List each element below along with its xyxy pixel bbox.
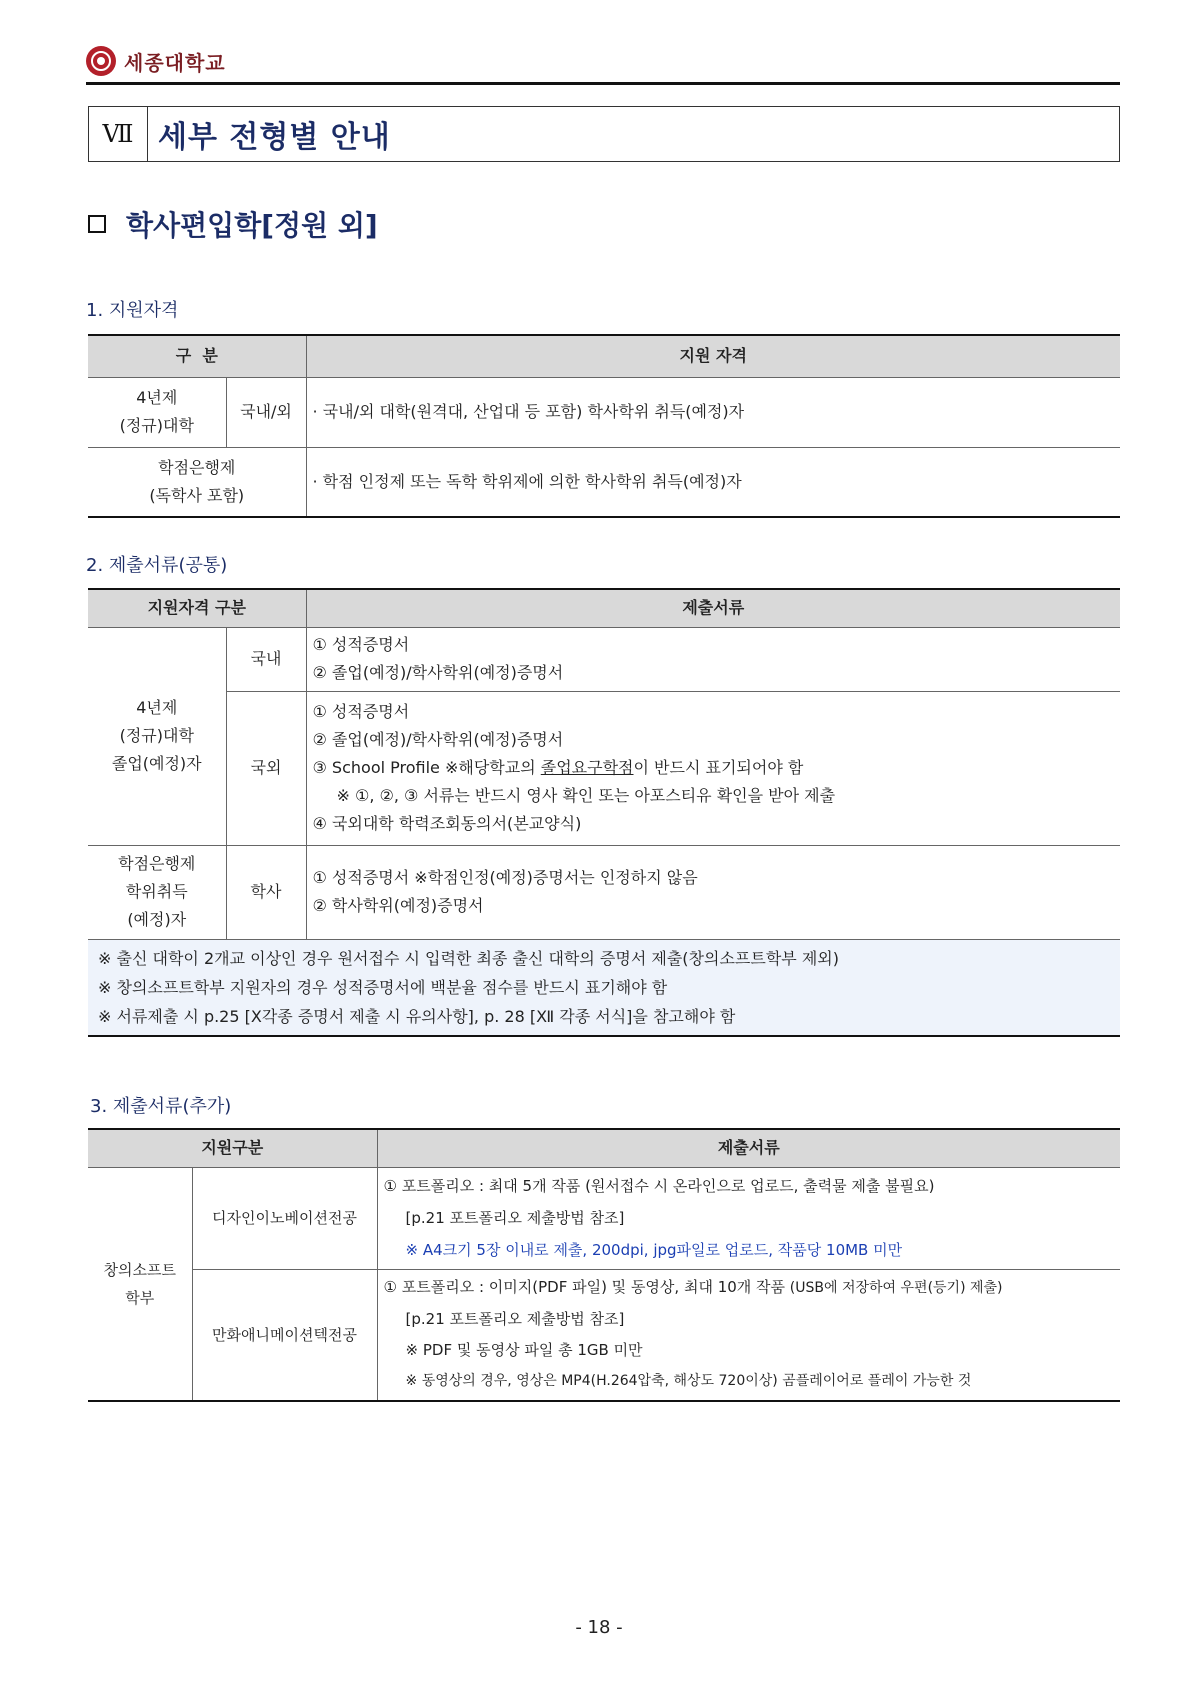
university-name: 세종대학교 xyxy=(124,50,226,75)
table-row xyxy=(88,627,1120,691)
header-category: 지원자격 구분 xyxy=(88,589,306,627)
dept-creative-software: 창의소프트 학부 xyxy=(88,1167,192,1401)
doc-underlined-text: 졸업요구학점 xyxy=(540,758,634,777)
table-row xyxy=(88,447,1120,517)
doc-line xyxy=(384,1272,1117,1304)
doc-text: 이 반드시 표기되어야 함 xyxy=(633,758,804,777)
doc-line: ② 졸업(예정)/학사학위(예정)증명서 xyxy=(312,663,564,682)
doc-line: [p.21 포트폴리오 제출방법 참조] xyxy=(405,1209,625,1227)
doc-line: ① 성적증명서 xyxy=(312,635,410,654)
major-cartoon-animation: 만화애니메이션텍전공 xyxy=(192,1269,377,1401)
group-4year: 4년제 (정규)대학 졸업(예정)자 xyxy=(88,627,226,845)
row-category: 학점은행제 (독학사 포함) xyxy=(88,447,306,517)
label-bachelor: 학사 xyxy=(226,845,306,939)
doc-line: [p.21 포트폴리오 제출방법 참조] xyxy=(405,1310,625,1329)
note-line: ※ 출신 대학이 2개교 이상인 경우 원서접수 시 입력한 최종 출신 대학의 증명서 제출(창의소프트학부 제외) xyxy=(98,948,839,968)
header-category: 지원구분 xyxy=(88,1129,377,1167)
table-header-row xyxy=(88,1129,1120,1167)
table-row xyxy=(88,1269,1120,1401)
doc-line: ④ 국외대학 학력조회동의서(본교양식) xyxy=(312,814,582,833)
doc-note: ※ 동영상의 경우, 영상은 MP4(H.264압축, 해상도 720이상) 곰플레이어로 플레이 가능한 것 xyxy=(405,1373,972,1390)
subsection-title-1: 1. 지원자격 xyxy=(86,300,179,321)
doc-line: ① 성적증명서 ※학점인정(예정)증명서는 인정하지 않음 xyxy=(312,868,698,887)
table-row xyxy=(88,691,1120,845)
note-line: ※ 창의소프트학부 지원자의 경우 성적증명서에 백분율 점수를 반드시 표기해야 함 xyxy=(98,977,668,997)
subsection-title-3: 3. 제출서류(추가) xyxy=(90,1096,232,1117)
doc-line: ① 성적증명서 xyxy=(312,702,410,721)
doc-note: ※ PDF 및 동영상 파일 총 1GB 미만 xyxy=(405,1341,643,1360)
table-row xyxy=(88,377,1120,447)
table-row xyxy=(88,1167,1120,1269)
header-eligibility: 지원 자격 xyxy=(306,335,1120,377)
header-documents: 제출서류 xyxy=(306,589,1120,627)
row-category: 4년제 (정규)대학 xyxy=(88,377,226,447)
header-documents: 제출서류 xyxy=(377,1129,1120,1167)
row-text: · 학점 인정제 또는 독학 학위제에 의한 학사학위 취득(예정)자 xyxy=(306,447,1120,517)
group-creditbank: 학점은행제 학위취득 (예정)자 xyxy=(88,845,226,939)
chapter-box xyxy=(88,106,1120,162)
label-foreign: 국외 xyxy=(226,691,306,845)
chapter-title: 세부 전형별 안내 xyxy=(158,120,391,155)
doc-note: ※ ①, ②, ③ 서류는 반드시 영사 확인 또는 아포스티유 확인을 받아 제출 xyxy=(336,786,836,805)
section-heading xyxy=(88,204,378,244)
doc-text: ① 포트폴리오 : 이미지(PDF 파일) 및 동영상, 최대 10개 작품 xyxy=(383,1278,790,1297)
doc-line xyxy=(313,754,1117,782)
eligibility-table xyxy=(88,334,1120,518)
checkbox-square-icon xyxy=(88,215,106,233)
doc-note: ※ A4크기 5장 이내로 제출, 200dpi, jpg파일로 업로드, 작품당 10MB 미만 xyxy=(405,1241,903,1259)
doc-line: ① 포트폴리오 : 최대 5개 작품 (원서접수 시 온라인으로 업로드, 출력물 제출 불필요) xyxy=(383,1177,935,1195)
page-header xyxy=(86,44,226,78)
label-domestic: 국내 xyxy=(226,627,306,691)
table-header-row xyxy=(88,589,1120,627)
header-rule xyxy=(86,82,1120,85)
additional-documents-table xyxy=(88,1128,1120,1402)
domestic-docs xyxy=(306,627,1120,691)
common-documents-table xyxy=(88,588,1120,1037)
row-subcategory: 국내/외 xyxy=(226,377,306,447)
notes-cell xyxy=(88,939,1120,1036)
subsection-title-2: 2. 제출서류(공통) xyxy=(86,555,228,576)
doc-text: (USB에 저장하여 우편(등기) 제출) xyxy=(789,1280,1003,1297)
design-docs xyxy=(377,1167,1120,1269)
animation-docs xyxy=(377,1269,1120,1401)
creditbank-docs xyxy=(306,845,1120,939)
note-line: ※ 서류제출 시 p.25 [Ⅹ각종 증명서 제출 시 유의사항], p. 28 [Ⅻ 각종 서식]을 참고해야 함 xyxy=(98,1006,736,1026)
foreign-docs xyxy=(306,691,1120,845)
page-number: - 18 - xyxy=(575,1617,623,1638)
row-text: · 국내/외 대학(원격대, 산업대 등 포함) 학사학위 취득(예정)자 xyxy=(306,377,1120,447)
notes-row xyxy=(88,939,1120,1036)
section-title: 학사편입학[정원 외] xyxy=(126,209,378,242)
header-category: 구 분 xyxy=(88,335,306,377)
chapter-number: Ⅶ xyxy=(89,107,148,161)
university-seal-icon xyxy=(86,46,116,76)
table-header-row xyxy=(88,335,1120,377)
major-design-innovation: 디자인이노베이션전공 xyxy=(192,1167,377,1269)
doc-line: ② 학사학위(예정)증명서 xyxy=(312,896,484,915)
doc-text: ③ School Profile ※해당학교의 xyxy=(312,758,541,777)
table-row xyxy=(88,845,1120,939)
doc-line: ② 졸업(예정)/학사학위(예정)증명서 xyxy=(312,730,564,749)
